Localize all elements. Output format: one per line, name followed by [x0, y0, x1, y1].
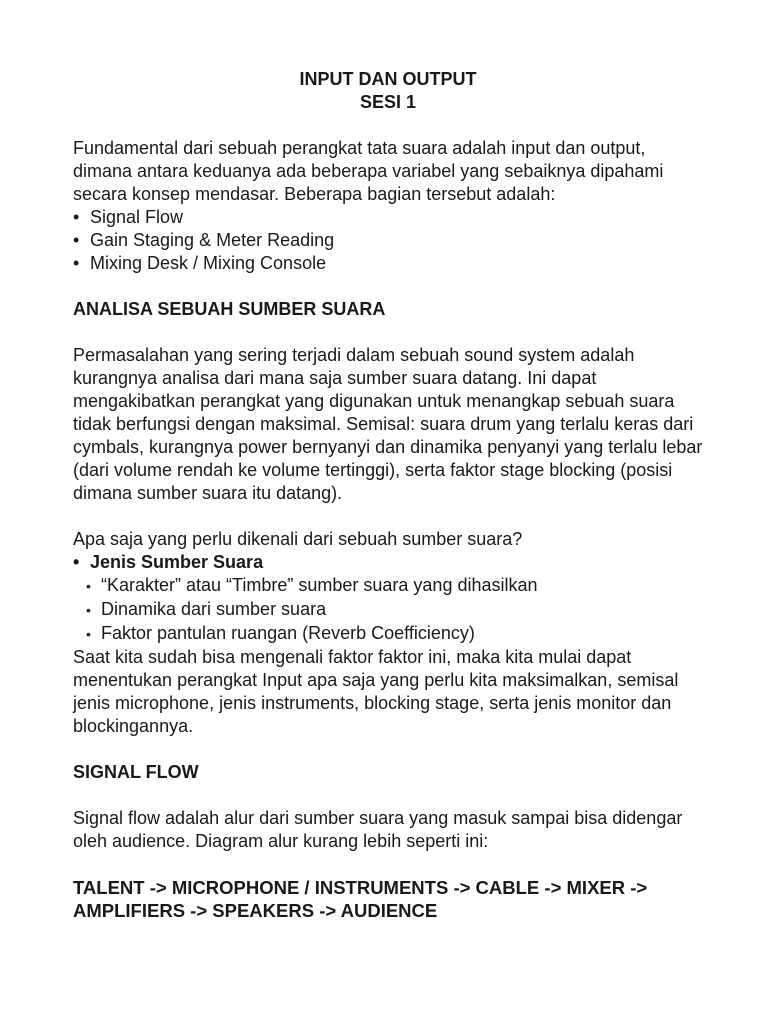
list-item-text: Jenis Sumber Suara [90, 552, 264, 572]
title-line-2: SESI 1 [359, 92, 417, 112]
bullet-icon: • [86, 626, 91, 642]
sub-list-item-text: Dinamika dari sumber suara [101, 599, 327, 619]
list-item-text: Mixing Desk / Mixing Console [90, 253, 327, 273]
bullet-icon: • [86, 602, 91, 618]
sub-list-item [86, 622, 703, 646]
title-line-1: INPUT DAN OUTPUT [299, 69, 477, 89]
list-item [73, 252, 703, 275]
sub-list-item-text: Faktor pantulan ruangan (Reverb Coefficiency) [101, 623, 475, 643]
intro-list [73, 206, 703, 275]
analisa-paragraph-2: Saat kita sudah bisa mengenali faktor faktor ini, maka kita mulai dapat menentukan perangkat Input apa saja yang perlu kita maksimalkan, semisal jenis microphone, jenis instruments, blocking stage, serta jenis monitor dan blockingannya. [73, 647, 679, 736]
analisa-question: Apa saja yang perlu dikenali dari sebuah sumber suara? [73, 529, 523, 549]
list-item [73, 229, 703, 252]
analisa-paragraph-1: Permasalahan yang sering terjadi dalam sebuah sound system adalah kurangnya analisa dari mana saja sumber suara datang. Ini dapat mengakibatkan perangkat yang digunakan untuk menangkap sebuah suara tidak berfungsi dengan maksimal. Semisal: suara drum yang terlalu keras dari cymbals, kurangnya power bernyanyi dan dinamika penyanyi yang terlalu lebar (dari volume rendah ke volume tertinggi), serta faktor stage blocking (posisi dimana sumber suara itu datang). [73, 345, 703, 503]
sub-list-item-text: “Karakter” atau “Timbre” sumber suara yang dihasilkan [101, 575, 538, 595]
signal-flow-diagram: TALENT -> MICROPHONE / INSTRUMENTS -> CABLE -> MIXER -> AMPLIFIERS -> SPEAKERS -> AUDIENCE [73, 877, 648, 921]
section-heading-signal-flow: SIGNAL FLOW [73, 762, 199, 782]
list-item-text: Gain Staging & Meter Reading [90, 230, 335, 250]
bullet-icon: • [73, 552, 80, 572]
list-item [73, 206, 703, 229]
document-title [73, 68, 703, 114]
bullet-icon: • [73, 230, 80, 250]
analisa-list [73, 551, 703, 574]
bullet-icon: • [73, 253, 80, 273]
signal-flow-paragraph: Signal flow adalah alur dari sumber suara yang masuk sampai bisa didengar oleh audience. Diagram alur kurang lebih seperti ini: [73, 808, 683, 851]
list-item-text: Signal Flow [90, 207, 184, 227]
analisa-sub-list [73, 574, 703, 646]
bullet-icon: • [86, 578, 91, 594]
bullet-icon: • [73, 207, 80, 227]
sub-list-item [86, 598, 703, 622]
list-item-main [73, 551, 703, 574]
document-page [73, 68, 703, 922]
section-heading-analisa: ANALISA SEBUAH SUMBER SUARA [73, 299, 386, 319]
sub-list-item [86, 574, 703, 598]
intro-paragraph: Fundamental dari sebuah perangkat tata suara adalah input dan output, dimana antara keduanya ada beberapa variabel yang sebaiknya dipahami secara konsep mendasar. Beberapa bagian tersebut adalah: [73, 138, 664, 204]
